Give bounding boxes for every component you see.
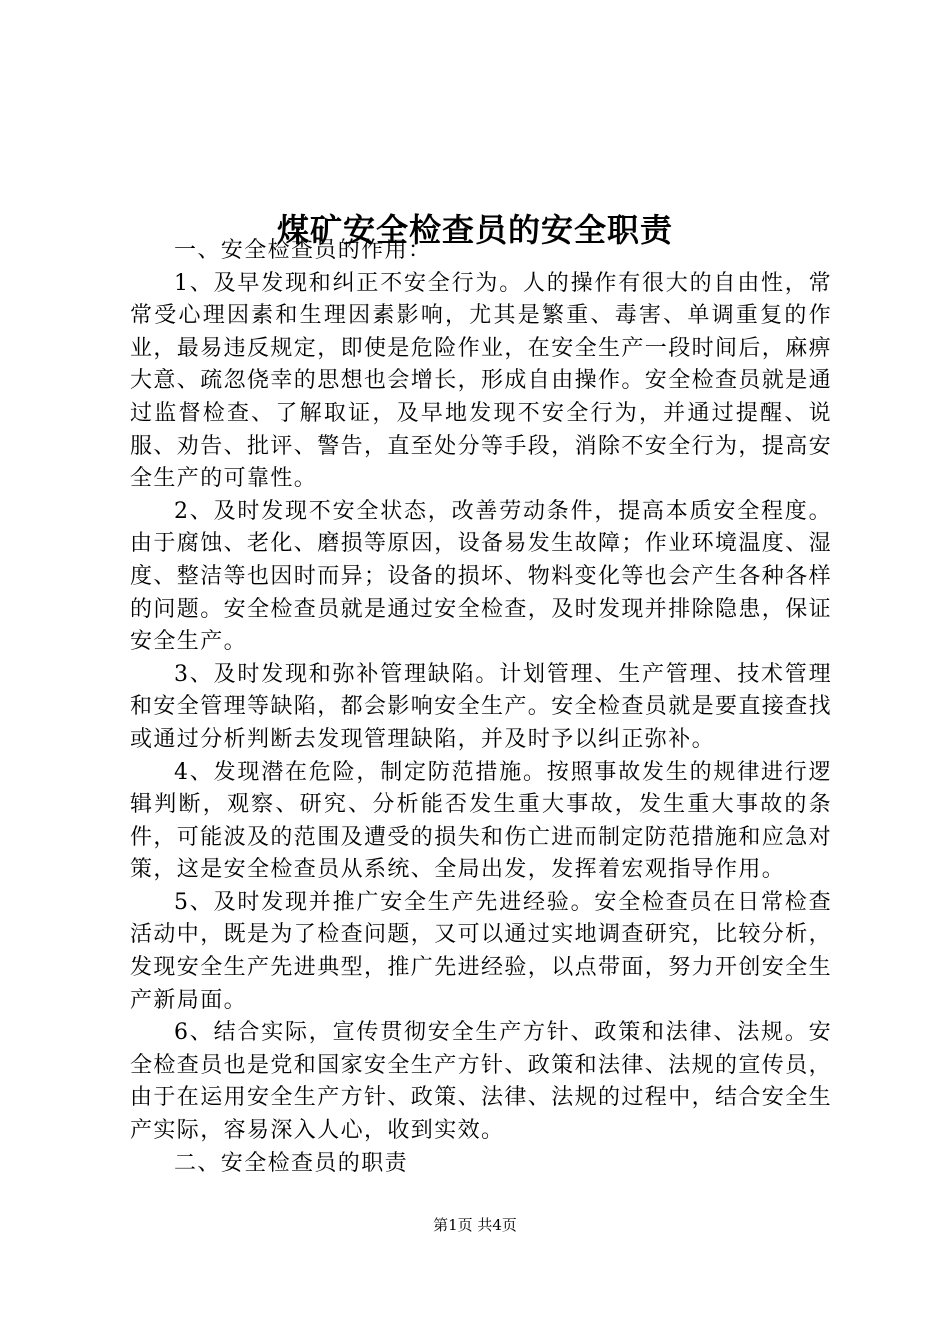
section-heading-duties: 二、安全检查员的职责	[174, 1150, 409, 1176]
paragraph-item-2: 2、及时发现不安全状态，改善劳动条件，提高本质安全程度。由于腐蚀、老化、磨损等原因，设备易发生故障；作业环境温度、湿度、整洁等也因时而异；设备的损坏、物料变化等也会产生各种各样的问题。安全检查员就是通过安全检查，及时发现并排除隐患，保证安全生产。	[130, 498, 833, 655]
paragraph-item-4: 4、发现潜在危险，制定防范措施。按照事故发生的规律进行逻辑判断，观察、研究、分析能否发生重大事故，发生重大事故的条件，可能波及的范围及遭受的损失和伤亡进而制定防范措施和应急对策，这是安全检查员从系统、全局出发，发挥着宏观指导作用。	[130, 759, 833, 883]
section-heading-roles: 一、安全检查员的作用：	[174, 238, 432, 263]
paragraph-item-5: 5、及时发现并推广安全生产先进经验。安全检查员在日常检查活动中，既是为了检查问题，又可以通过实地调查研究，比较分析，发现安全生产先进典型，推广先进经验，以点带面，努力开创安全生产新局面。	[130, 889, 833, 1013]
page-number-footer: 第1页 共4页	[433, 1216, 517, 1234]
paragraph-item-3: 3、及时发现和弥补管理缺陷。计划管理、生产管理、技术管理和安全管理等缺陷，都会影响安全生产。安全检查员就是要直接查找或通过分析判断去发现管理缺陷，并及时予以纠正弥补。	[130, 661, 833, 752]
document-body	[130, 235, 832, 1180]
paragraph-item-6: 6、结合实际，宣传贯彻安全生产方针、政策和法律、法规。安全检查员也是党和国家安全生产方针、政策和法律、法规的宣传员，由于在运用安全生产方针、政策、法律、法规的过程中，结合安全生产实际，容易深入人心，收到实效。	[130, 1020, 833, 1144]
paragraph-item-1: 1、及早发现和纠正不安全行为。人的操作有很大的自由性，常常受心理因素和生理因素影响，尤其是繁重、毒害、单调重复的作业，最易违反规定，即使是危险作业，在安全生产一段时间后，麻痹大意、疏忽侥幸的思想也会增长，形成自由操作。安全检查员就是通过监督检查、了解取证，及早地发现不安全行为，并通过提醒、说服、劝告、批评、警告，直至处分等手段，消除不安全行为，提高安全生产的可靠性。	[130, 270, 833, 492]
document-title: 煤矿安全检查员的安全职责	[276, 211, 673, 250]
